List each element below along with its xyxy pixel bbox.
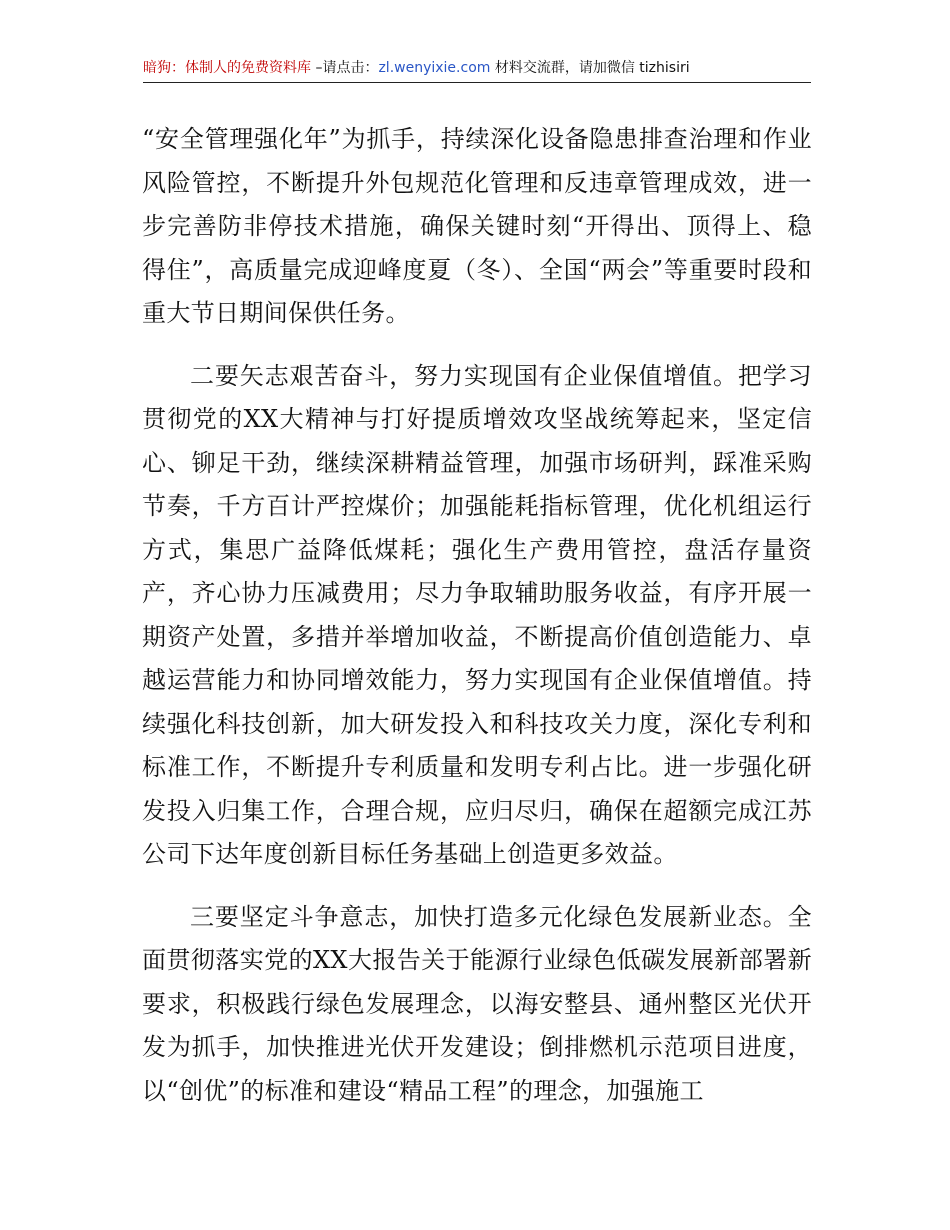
paragraph-point-three: 三要坚定斗争意志，加快打造多元化绿色发展新业态。全面贯彻落实党的XX大报告关于能源行业绿色低碳发展新部署新要求，积极践行绿色发展理念，以海安整县、通州整区光伏开发为抓手，加快推进光伏开发建设；倒排燃机示范项目进度，以“创优”的标准和建设“精品工程”的理念，加强施工 <box>142 902 812 1105</box>
header-url-link[interactable]: zl.wenyixie.com <box>378 60 491 76</box>
header-group-text: 材料交流群，请加微信 tizhisiri <box>490 60 690 76</box>
document-body <box>142 118 812 1113</box>
header-site-name[interactable]: 暗狗：体制人的免费资料库 <box>143 60 311 76</box>
paragraph-continuation: “安全管理强化年”为抓手，持续深化设备隐患排查治理和作业风险管控，不断提升外包规范化管理和反违章管理成效，进一步完善防非停技术措施，确保关键时刻“开得出、顶得上、稳得住”，高质量完成迎峰度夏（冬）、全国“两会”等重要时段和重大节日期间保供任务。 <box>142 125 812 327</box>
paragraph-point-two: 二要矢志艰苦奋斗，努力实现国有企业保值增值。把学习贯彻党的XX大精神与打好提质增效攻坚战统筹起来，坚定信心、铆足干劲，继续深耕精益管理，加强市场研判，踩准采购节奏，千方百计严控煤价；加强能耗指标管理，优化机组运行方式，集思广益降低煤耗；强化生产费用管控，盘活存量资产，齐心协力压减费用；尽力争取辅助服务收益，有序开展一期资产处置，多措并举增加收益，不断提高价值创造能力、卓越运营能力和协同增效能力，努力实现国有企业保值增值。持续强化科技创新，加大研发投入和科技攻关力度，深化专利和标准工作，不断提升专利质量和发明专利占比。进一步强化研发投入归集工作，合理合规，应归尽归，确保在超额完成江苏公司下达年度创新目标任务基础上创造更多效益。 <box>142 361 812 868</box>
header-click-prompt: –请点击： <box>311 60 379 76</box>
page-header <box>143 56 811 83</box>
